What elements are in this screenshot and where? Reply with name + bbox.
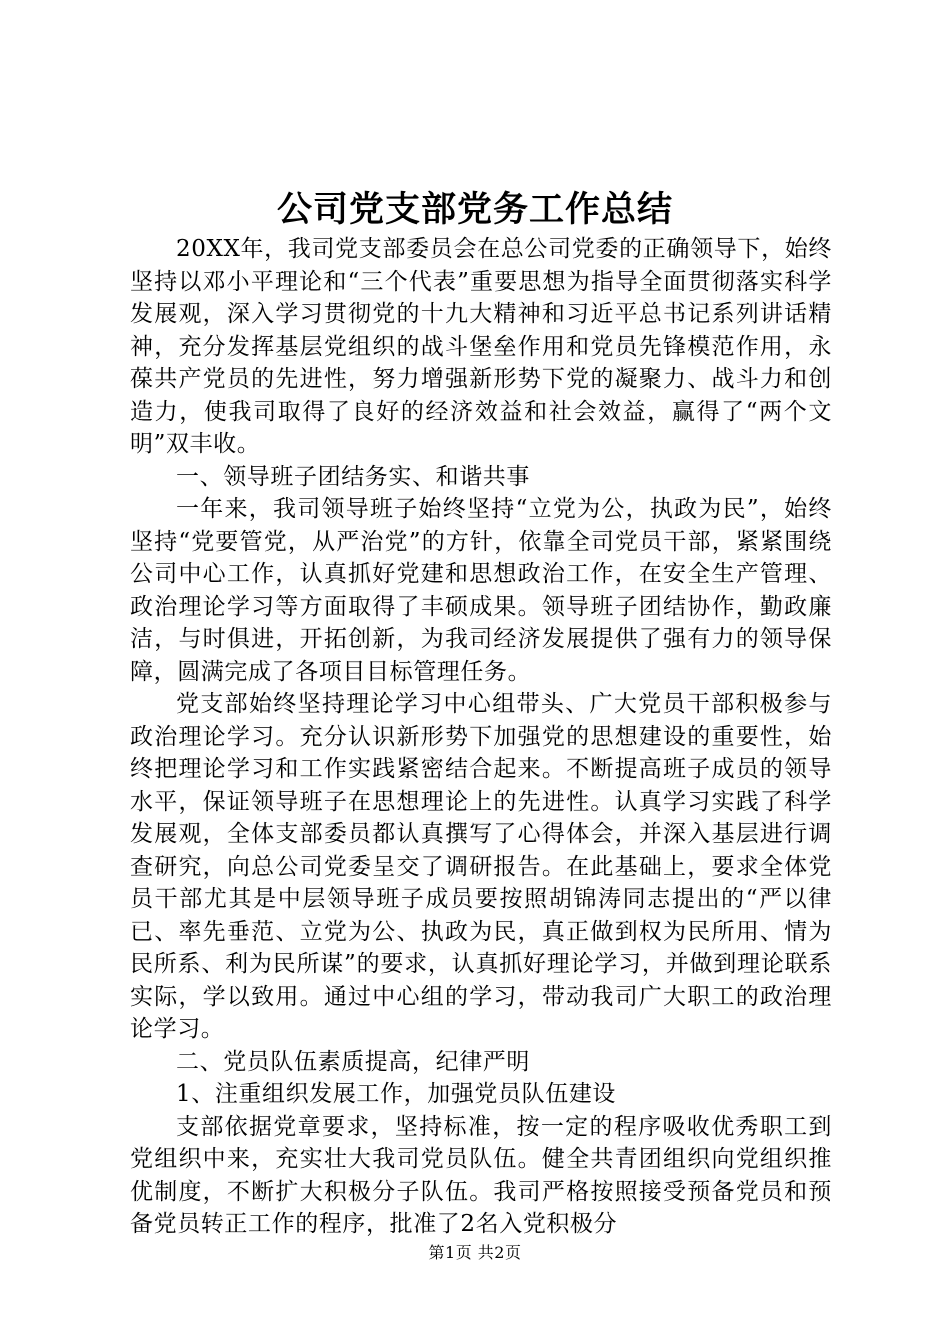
section-heading-2: 二、党员队伍素质提高，纪律严明 (176, 1048, 530, 1075)
subsection-heading-1: 1、注重组织发展工作，加强党员队伍建设 (176, 1081, 617, 1107)
paragraph-leadership: 一年来，我司领导班子始终坚持“立党为公，执政为民”，始终坚持“党要管党，从严治党”的方针，依靠全司党员干部，紧紧围绕公司中心工作，认真抓好党建和思想政治工作，在安全生产管理、政治理论学习等方面取得了丰硕成果。领导班子团结协作，勤政廉洁，与时俱进，开拓创新，为我司经济发展提供了强有力的领导保障，圆满完成了各项目目标管理任务。 (130, 496, 832, 685)
page-footer: 第1页 共2页 (428, 1243, 522, 1262)
document-title: 公司党支部党务工作总结 (276, 189, 673, 230)
paragraph-organization: 支部依据党章要求，坚持标准，按一定的程序吸收优秀职工到党组织中来，充实壮大我司党员队伍。健全共青团组织向党组织推优制度，不断扩大积极分子队伍。我司严格按照接受预备党员和预备党员转正工作的程序，批准了2名入党积极分 (130, 1113, 832, 1237)
document-body (130, 233, 832, 1241)
section-heading-1: 一、领导班子团结务实、和谐共事 (176, 463, 530, 490)
paragraph-theory-study: 党支部始终坚持理论学习中心组带头、广大党员干部积极参与政治理论学习。充分认识新形势下加强党的思想建设的重要性，始终把理论学习和工作实践紧密结合起来。不断提高班子成员的领导水平，保证领导班子在思想理论上的先进性。认真学习实践了科学发展观，全体支部委员都认真撰写了心得体会，并深入基层进行调查研究，向总公司党委呈交了调研报告。在此基础上，要求全体党员干部尤其是中层领导班子成员要按照胡锦涛同志提出的“严以律已、率先垂范、立党为公、执政为民，真正做到权为民所用、情为民所系、利为民所谋”的要求，认真抓好理论学习，并做到理论联系实际，学以致用。通过中心组的学习，带动我司广大职工的政治理论学习。 (130, 691, 832, 1042)
paragraph-intro: 20XX年，我司党支部委员会在总公司党委的正确领导下，始终坚持以邓小平理论和“三个代表”重要思想为指导全面贯彻落实科学发展观，深入学习贯彻党的十九大精神和习近平总书记系列讲话精神，充分发挥基层党组织的战斗堡垒作用和党员先锋模范作用，永葆共产党员的先进性，努力增强新形势下党的凝聚力、战斗力和创造力，使我司取得了良好的经济效益和社会效益，赢得了“两个文明”双丰收。 (130, 236, 832, 457)
